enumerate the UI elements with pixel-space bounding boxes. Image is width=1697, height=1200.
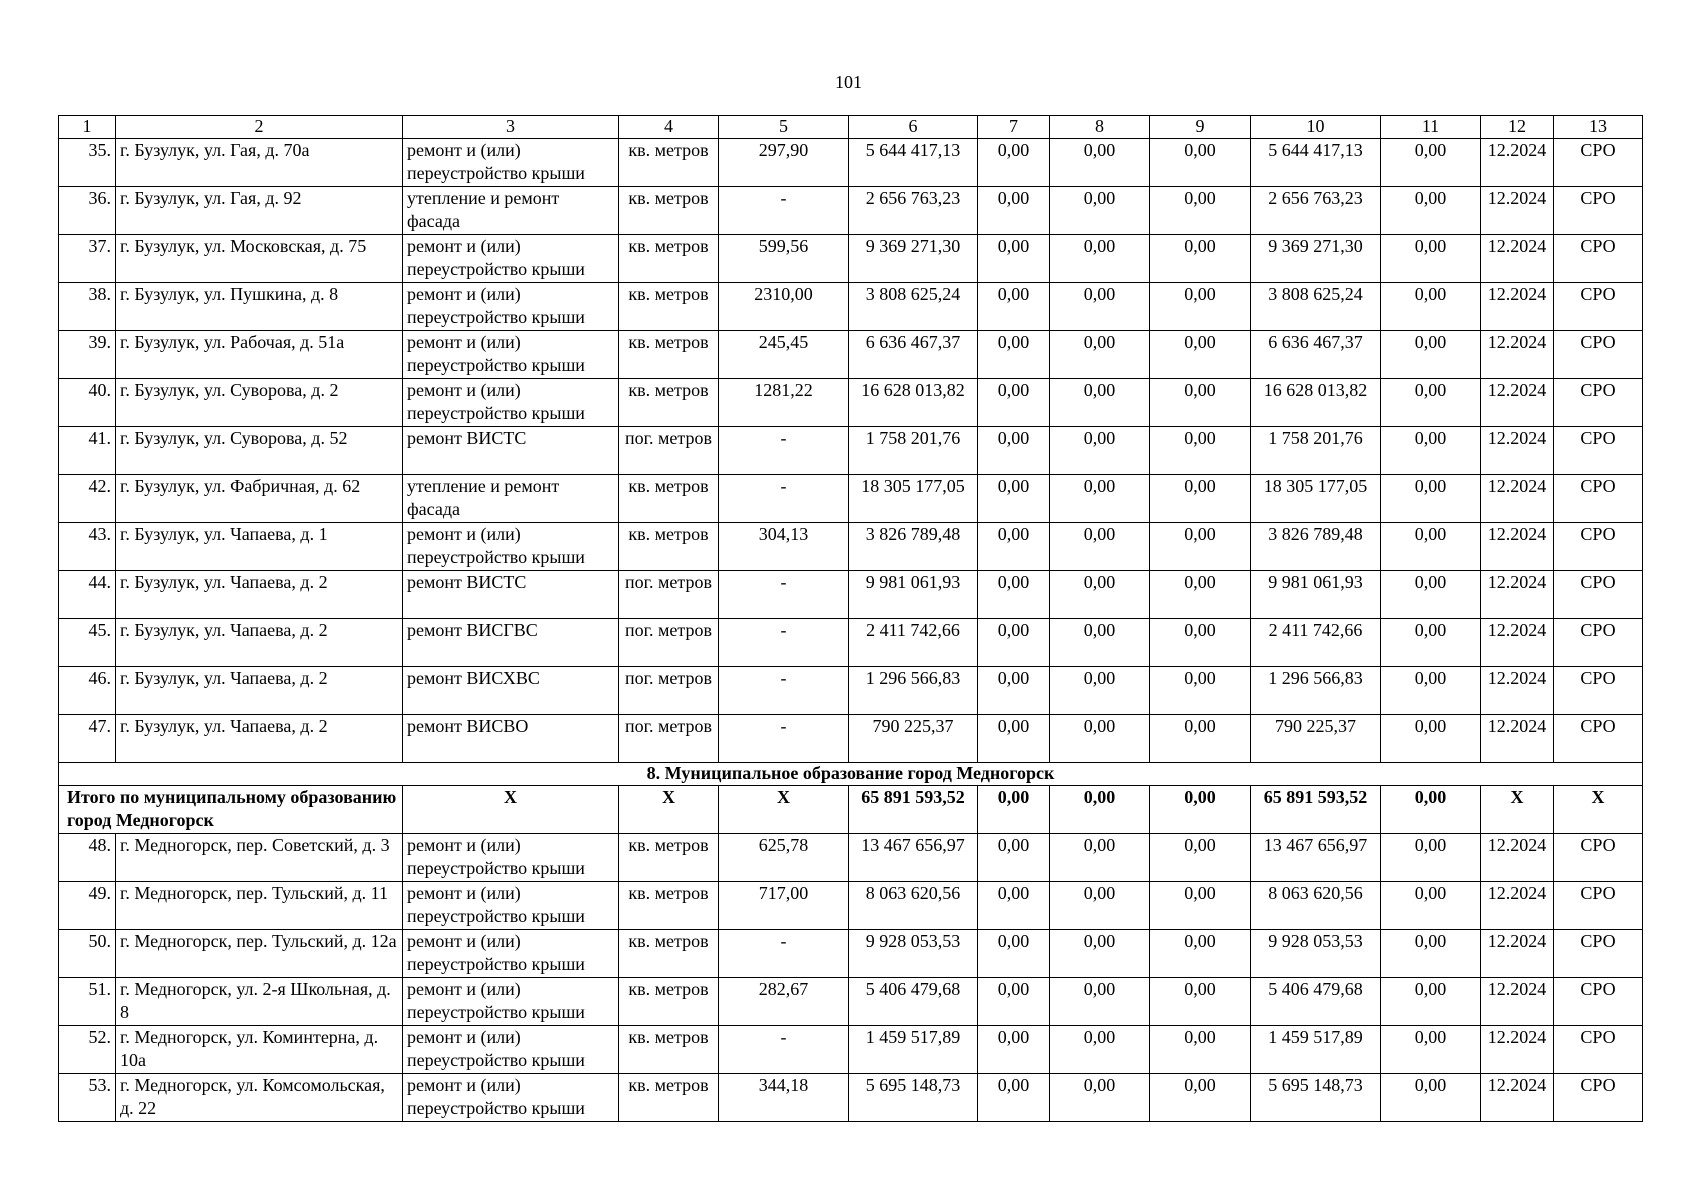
- column-number-cell: 12: [1481, 116, 1554, 139]
- row-number-cell: 39.: [59, 331, 116, 379]
- unit-cell: пог. метров: [619, 619, 719, 667]
- value-cell-c6: 3 808 625,24: [849, 283, 978, 331]
- address-cell: г. Бузулук, ул. Чапаева, д. 2: [116, 667, 403, 715]
- value-cell-c12: 12.2024: [1481, 1026, 1554, 1074]
- work-type-cell: ремонт ВИСВО: [403, 715, 619, 763]
- value-cell-c10: 16 628 013,82: [1251, 379, 1381, 427]
- value-cell-c10: 2 656 763,23: [1251, 187, 1381, 235]
- value-cell-c11: 0,00: [1381, 283, 1481, 331]
- value-cell-c8: 0,00: [1050, 379, 1150, 427]
- area-cell: 625,78: [719, 834, 849, 882]
- work-type-cell: ремонт и (или) переустройство крыши: [403, 882, 619, 930]
- section-title: 8. Муниципальное образование город Медногорск: [59, 763, 1643, 786]
- total-c6: 65 891 593,52: [849, 786, 978, 834]
- table-row: [59, 619, 1643, 667]
- value-cell-c12: 12.2024: [1481, 715, 1554, 763]
- value-cell-c10: 9 369 271,30: [1251, 235, 1381, 283]
- table-row: [59, 882, 1643, 930]
- unit-cell: кв. метров: [619, 235, 719, 283]
- address-cell: г. Бузулук, ул. Чапаева, д. 2: [116, 619, 403, 667]
- value-cell-c9: 0,00: [1150, 667, 1251, 715]
- row-number-cell: 42.: [59, 475, 116, 523]
- value-cell-c12: 12.2024: [1481, 475, 1554, 523]
- executor-cell: СРО: [1554, 235, 1643, 283]
- value-cell-c7: 0,00: [978, 523, 1050, 571]
- value-cell-c6: 9 928 053,53: [849, 930, 978, 978]
- column-number-cell: 6: [849, 116, 978, 139]
- value-cell-c10: 2 411 742,66: [1251, 619, 1381, 667]
- value-cell-c6: 9 369 271,30: [849, 235, 978, 283]
- unit-cell: кв. метров: [619, 978, 719, 1026]
- unit-cell: кв. метров: [619, 930, 719, 978]
- value-cell-c7: 0,00: [978, 427, 1050, 475]
- value-cell-c11: 0,00: [1381, 475, 1481, 523]
- value-cell-c7: 0,00: [978, 187, 1050, 235]
- executor-cell: СРО: [1554, 834, 1643, 882]
- executor-cell: СРО: [1554, 930, 1643, 978]
- value-cell-c9: 0,00: [1150, 715, 1251, 763]
- value-cell-c6: 1 296 566,83: [849, 667, 978, 715]
- value-cell-c8: 0,00: [1050, 331, 1150, 379]
- column-number-cell: 13: [1554, 116, 1643, 139]
- total-c9: 0,00: [1150, 786, 1251, 834]
- address-cell: г. Бузулук, ул. Чапаева, д. 2: [116, 715, 403, 763]
- value-cell-c11: 0,00: [1381, 187, 1481, 235]
- address-cell: г. Медногорск, пер. Тульский, д. 11: [116, 882, 403, 930]
- value-cell-c8: 0,00: [1050, 1026, 1150, 1074]
- value-cell-c10: 5 695 148,73: [1251, 1074, 1381, 1122]
- value-cell-c7: 0,00: [978, 1026, 1050, 1074]
- value-cell-c7: 0,00: [978, 834, 1050, 882]
- unit-cell: пог. метров: [619, 427, 719, 475]
- value-cell-c9: 0,00: [1150, 475, 1251, 523]
- value-cell-c8: 0,00: [1050, 1074, 1150, 1122]
- value-cell-c8: 0,00: [1050, 139, 1150, 187]
- value-cell-c9: 0,00: [1150, 834, 1251, 882]
- value-cell-c10: 5 644 417,13: [1251, 139, 1381, 187]
- table-row: [59, 715, 1643, 763]
- value-cell-c11: 0,00: [1381, 235, 1481, 283]
- value-cell-c12: 12.2024: [1481, 187, 1554, 235]
- area-cell: -: [719, 427, 849, 475]
- executor-cell: СРО: [1554, 379, 1643, 427]
- address-cell: г. Бузулук, ул. Суворова, д. 2: [116, 379, 403, 427]
- value-cell-c12: 12.2024: [1481, 379, 1554, 427]
- work-type-cell: ремонт ВИСТС: [403, 427, 619, 475]
- executor-cell: СРО: [1554, 882, 1643, 930]
- row-number-cell: 46.: [59, 667, 116, 715]
- unit-cell: пог. метров: [619, 571, 719, 619]
- value-cell-c7: 0,00: [978, 379, 1050, 427]
- value-cell-c11: 0,00: [1381, 1026, 1481, 1074]
- row-number-cell: 35.: [59, 139, 116, 187]
- row-number-cell: 53.: [59, 1074, 116, 1122]
- value-cell-c8: 0,00: [1050, 978, 1150, 1026]
- area-cell: 297,90: [719, 139, 849, 187]
- work-type-cell: ремонт и (или) переустройство крыши: [403, 834, 619, 882]
- address-cell: г. Медногорск, пер. Тульский, д. 12а: [116, 930, 403, 978]
- total-row: [59, 786, 1643, 834]
- total-c10: 65 891 593,52: [1251, 786, 1381, 834]
- value-cell-c10: 5 406 479,68: [1251, 978, 1381, 1026]
- unit-cell: кв. метров: [619, 475, 719, 523]
- row-number-cell: 36.: [59, 187, 116, 235]
- value-cell-c9: 0,00: [1150, 427, 1251, 475]
- value-cell-c12: 12.2024: [1481, 978, 1554, 1026]
- area-cell: 599,56: [719, 235, 849, 283]
- value-cell-c7: 0,00: [978, 283, 1050, 331]
- value-cell-c8: 0,00: [1050, 667, 1150, 715]
- value-cell-c7: 0,00: [978, 619, 1050, 667]
- value-cell-c12: 12.2024: [1481, 427, 1554, 475]
- value-cell-c9: 0,00: [1150, 523, 1251, 571]
- value-cell-c10: 1 758 201,76: [1251, 427, 1381, 475]
- value-cell-c6: 1 758 201,76: [849, 427, 978, 475]
- value-cell-c8: 0,00: [1050, 523, 1150, 571]
- row-number-cell: 44.: [59, 571, 116, 619]
- column-number-cell: 4: [619, 116, 719, 139]
- unit-cell: кв. метров: [619, 331, 719, 379]
- value-cell-c8: 0,00: [1050, 475, 1150, 523]
- value-cell-c7: 0,00: [978, 475, 1050, 523]
- page-number: 101: [835, 72, 862, 92]
- table-row: [59, 978, 1643, 1026]
- value-cell-c6: 6 636 467,37: [849, 331, 978, 379]
- value-cell-c12: 12.2024: [1481, 667, 1554, 715]
- value-cell-c12: 12.2024: [1481, 930, 1554, 978]
- work-type-cell: ремонт и (или) переустройство крыши: [403, 235, 619, 283]
- value-cell-c6: 5 644 417,13: [849, 139, 978, 187]
- value-cell-c6: 16 628 013,82: [849, 379, 978, 427]
- value-cell-c11: 0,00: [1381, 523, 1481, 571]
- address-cell: г. Бузулук, ул. Гая, д. 70а: [116, 139, 403, 187]
- table-row: [59, 187, 1643, 235]
- row-number-cell: 37.: [59, 235, 116, 283]
- value-cell-c9: 0,00: [1150, 882, 1251, 930]
- area-cell: -: [719, 715, 849, 763]
- value-cell-c8: 0,00: [1050, 619, 1150, 667]
- value-cell-c12: 12.2024: [1481, 331, 1554, 379]
- value-cell-c10: 1 296 566,83: [1251, 667, 1381, 715]
- row-number-cell: 40.: [59, 379, 116, 427]
- value-cell-c10: 3 826 789,48: [1251, 523, 1381, 571]
- table-row: [59, 930, 1643, 978]
- column-number-cell: 2: [116, 116, 403, 139]
- value-cell-c10: 790 225,37: [1251, 715, 1381, 763]
- value-cell-c6: 2 656 763,23: [849, 187, 978, 235]
- value-cell-c12: 12.2024: [1481, 834, 1554, 882]
- value-cell-c11: 0,00: [1381, 379, 1481, 427]
- row-number-cell: 50.: [59, 930, 116, 978]
- value-cell-c8: 0,00: [1050, 834, 1150, 882]
- value-cell-c9: 0,00: [1150, 235, 1251, 283]
- value-cell-c7: 0,00: [978, 331, 1050, 379]
- value-cell-c6: 3 826 789,48: [849, 523, 978, 571]
- area-cell: -: [719, 667, 849, 715]
- value-cell-c7: 0,00: [978, 930, 1050, 978]
- value-cell-c9: 0,00: [1150, 1026, 1251, 1074]
- work-type-cell: ремонт и (или) переустройство крыши: [403, 283, 619, 331]
- area-cell: -: [719, 1026, 849, 1074]
- value-cell-c11: 0,00: [1381, 427, 1481, 475]
- work-type-cell: ремонт и (или) переустройство крыши: [403, 930, 619, 978]
- value-cell-c11: 0,00: [1381, 1074, 1481, 1122]
- area-cell: 1281,22: [719, 379, 849, 427]
- total-c3: X: [403, 786, 619, 834]
- value-cell-c10: 3 808 625,24: [1251, 283, 1381, 331]
- address-cell: г. Бузулук, ул. Чапаева, д. 1: [116, 523, 403, 571]
- section-heading-row: [59, 763, 1643, 786]
- unit-cell: пог. метров: [619, 715, 719, 763]
- capital-repair-table: [58, 115, 1643, 1122]
- unit-cell: кв. метров: [619, 283, 719, 331]
- address-cell: г. Бузулук, ул. Суворова, д. 52: [116, 427, 403, 475]
- work-type-cell: ремонт ВИСГВС: [403, 619, 619, 667]
- executor-cell: СРО: [1554, 187, 1643, 235]
- value-cell-c10: 9 928 053,53: [1251, 930, 1381, 978]
- area-cell: 2310,00: [719, 283, 849, 331]
- area-cell: -: [719, 930, 849, 978]
- value-cell-c6: 8 063 620,56: [849, 882, 978, 930]
- value-cell-c10: 1 459 517,89: [1251, 1026, 1381, 1074]
- value-cell-c10: 8 063 620,56: [1251, 882, 1381, 930]
- table-row: [59, 283, 1643, 331]
- value-cell-c9: 0,00: [1150, 571, 1251, 619]
- value-cell-c10: 13 467 656,97: [1251, 834, 1381, 882]
- value-cell-c7: 0,00: [978, 667, 1050, 715]
- unit-cell: кв. метров: [619, 834, 719, 882]
- column-number-cell: 3: [403, 116, 619, 139]
- column-number-cell: 5: [719, 116, 849, 139]
- value-cell-c11: 0,00: [1381, 331, 1481, 379]
- value-cell-c6: 2 411 742,66: [849, 619, 978, 667]
- column-number-cell: 11: [1381, 116, 1481, 139]
- total-c7: 0,00: [978, 786, 1050, 834]
- value-cell-c7: 0,00: [978, 882, 1050, 930]
- executor-cell: СРО: [1554, 139, 1643, 187]
- work-type-cell: ремонт и (или) переустройство крыши: [403, 1026, 619, 1074]
- table-row: [59, 379, 1643, 427]
- row-number-cell: 38.: [59, 283, 116, 331]
- table-row: [59, 523, 1643, 571]
- value-cell-c6: 5 695 148,73: [849, 1074, 978, 1122]
- row-number-cell: 45.: [59, 619, 116, 667]
- row-number-cell: 51.: [59, 978, 116, 1026]
- table-row: [59, 1026, 1643, 1074]
- total-c11: 0,00: [1381, 786, 1481, 834]
- value-cell-c7: 0,00: [978, 715, 1050, 763]
- area-cell: 245,45: [719, 331, 849, 379]
- area-cell: 282,67: [719, 978, 849, 1026]
- value-cell-c11: 0,00: [1381, 571, 1481, 619]
- work-type-cell: ремонт и (или) переустройство крыши: [403, 139, 619, 187]
- value-cell-c11: 0,00: [1381, 930, 1481, 978]
- table-row: [59, 667, 1643, 715]
- executor-cell: СРО: [1554, 331, 1643, 379]
- table-row: [59, 1074, 1643, 1122]
- work-type-cell: утепление и ремонт фасада: [403, 187, 619, 235]
- row-number-cell: 49.: [59, 882, 116, 930]
- value-cell-c9: 0,00: [1150, 283, 1251, 331]
- work-type-cell: ремонт и (или) переустройство крыши: [403, 331, 619, 379]
- value-cell-c8: 0,00: [1050, 283, 1150, 331]
- table-row: [59, 571, 1643, 619]
- value-cell-c7: 0,00: [978, 1074, 1050, 1122]
- unit-cell: кв. метров: [619, 379, 719, 427]
- executor-cell: СРО: [1554, 978, 1643, 1026]
- total-c4: X: [619, 786, 719, 834]
- address-cell: г. Медногорск, пер. Советский, д. 3: [116, 834, 403, 882]
- value-cell-c9: 0,00: [1150, 187, 1251, 235]
- value-cell-c9: 0,00: [1150, 139, 1251, 187]
- row-number-cell: 47.: [59, 715, 116, 763]
- executor-cell: СРО: [1554, 475, 1643, 523]
- value-cell-c6: 13 467 656,97: [849, 834, 978, 882]
- value-cell-c8: 0,00: [1050, 427, 1150, 475]
- value-cell-c12: 12.2024: [1481, 571, 1554, 619]
- value-cell-c12: 12.2024: [1481, 1074, 1554, 1122]
- work-type-cell: ремонт и (или) переустройство крыши: [403, 978, 619, 1026]
- value-cell-c7: 0,00: [978, 235, 1050, 283]
- total-c5: X: [719, 786, 849, 834]
- table-row: [59, 834, 1643, 882]
- value-cell-c8: 0,00: [1050, 235, 1150, 283]
- value-cell-c6: 1 459 517,89: [849, 1026, 978, 1074]
- value-cell-c11: 0,00: [1381, 619, 1481, 667]
- address-cell: г. Медногорск, ул. Коминтерна, д. 10а: [116, 1026, 403, 1074]
- table-row: [59, 235, 1643, 283]
- area-cell: -: [719, 475, 849, 523]
- executor-cell: СРО: [1554, 667, 1643, 715]
- value-cell-c8: 0,00: [1050, 882, 1150, 930]
- column-number-cell: 9: [1150, 116, 1251, 139]
- column-number-cell: 7: [978, 116, 1050, 139]
- area-cell: 717,00: [719, 882, 849, 930]
- area-cell: -: [719, 619, 849, 667]
- address-cell: г. Бузулук, ул. Пушкина, д. 8: [116, 283, 403, 331]
- value-cell-c11: 0,00: [1381, 834, 1481, 882]
- row-number-cell: 48.: [59, 834, 116, 882]
- value-cell-c8: 0,00: [1050, 930, 1150, 978]
- value-cell-c11: 0,00: [1381, 139, 1481, 187]
- area-cell: -: [719, 187, 849, 235]
- value-cell-c12: 12.2024: [1481, 619, 1554, 667]
- value-cell-c8: 0,00: [1050, 571, 1150, 619]
- executor-cell: СРО: [1554, 1026, 1643, 1074]
- value-cell-c9: 0,00: [1150, 331, 1251, 379]
- value-cell-c11: 0,00: [1381, 882, 1481, 930]
- table-row: [59, 427, 1643, 475]
- total-label: Итого по муниципальному образованию город Медногорск: [59, 786, 403, 834]
- executor-cell: СРО: [1554, 1074, 1643, 1122]
- executor-cell: СРО: [1554, 427, 1643, 475]
- row-number-cell: 52.: [59, 1026, 116, 1074]
- value-cell-c7: 0,00: [978, 571, 1050, 619]
- address-cell: г. Медногорск, ул. Комсомольская, д. 22: [116, 1074, 403, 1122]
- area-cell: -: [719, 571, 849, 619]
- unit-cell: пог. метров: [619, 667, 719, 715]
- unit-cell: кв. метров: [619, 523, 719, 571]
- address-cell: г. Бузулук, ул. Московская, д. 75: [116, 235, 403, 283]
- executor-cell: СРО: [1554, 571, 1643, 619]
- address-cell: г. Бузулук, ул. Гая, д. 92: [116, 187, 403, 235]
- column-number-cell: 10: [1251, 116, 1381, 139]
- value-cell-c12: 12.2024: [1481, 523, 1554, 571]
- value-cell-c12: 12.2024: [1481, 882, 1554, 930]
- value-cell-c12: 12.2024: [1481, 283, 1554, 331]
- column-number-cell: 1: [59, 116, 116, 139]
- column-number-row: [59, 116, 1643, 139]
- unit-cell: кв. метров: [619, 882, 719, 930]
- address-cell: г. Бузулук, ул. Чапаева, д. 2: [116, 571, 403, 619]
- column-number-cell: 8: [1050, 116, 1150, 139]
- table-row: [59, 139, 1643, 187]
- value-cell-c10: 18 305 177,05: [1251, 475, 1381, 523]
- executor-cell: СРО: [1554, 523, 1643, 571]
- executor-cell: СРО: [1554, 283, 1643, 331]
- value-cell-c9: 0,00: [1150, 619, 1251, 667]
- area-cell: 344,18: [719, 1074, 849, 1122]
- value-cell-c11: 0,00: [1381, 978, 1481, 1026]
- executor-cell: СРО: [1554, 619, 1643, 667]
- unit-cell: кв. метров: [619, 1026, 719, 1074]
- total-c8: 0,00: [1050, 786, 1150, 834]
- value-cell-c6: 5 406 479,68: [849, 978, 978, 1026]
- value-cell-c7: 0,00: [978, 978, 1050, 1026]
- table-row: [59, 475, 1643, 523]
- value-cell-c8: 0,00: [1050, 715, 1150, 763]
- unit-cell: кв. метров: [619, 187, 719, 235]
- value-cell-c8: 0,00: [1050, 187, 1150, 235]
- total-c13: X: [1554, 786, 1643, 834]
- value-cell-c6: 9 981 061,93: [849, 571, 978, 619]
- value-cell-c9: 0,00: [1150, 1074, 1251, 1122]
- value-cell-c10: 6 636 467,37: [1251, 331, 1381, 379]
- work-type-cell: ремонт ВИСХВС: [403, 667, 619, 715]
- value-cell-c11: 0,00: [1381, 667, 1481, 715]
- work-type-cell: утепление и ремонт фасада: [403, 475, 619, 523]
- value-cell-c12: 12.2024: [1481, 139, 1554, 187]
- value-cell-c9: 0,00: [1150, 930, 1251, 978]
- work-type-cell: ремонт и (или) переустройство крыши: [403, 1074, 619, 1122]
- executor-cell: СРО: [1554, 715, 1643, 763]
- row-number-cell: 43.: [59, 523, 116, 571]
- work-type-cell: ремонт ВИСТС: [403, 571, 619, 619]
- address-cell: г. Медногорск, ул. 2-я Школьная, д. 8: [116, 978, 403, 1026]
- value-cell-c11: 0,00: [1381, 715, 1481, 763]
- address-cell: г. Бузулук, ул. Фабричная, д. 62: [116, 475, 403, 523]
- value-cell-c7: 0,00: [978, 139, 1050, 187]
- value-cell-c6: 18 305 177,05: [849, 475, 978, 523]
- row-number-cell: 41.: [59, 427, 116, 475]
- table-row: [59, 331, 1643, 379]
- unit-cell: кв. метров: [619, 139, 719, 187]
- value-cell-c9: 0,00: [1150, 379, 1251, 427]
- work-type-cell: ремонт и (или) переустройство крыши: [403, 523, 619, 571]
- unit-cell: кв. метров: [619, 1074, 719, 1122]
- address-cell: г. Бузулук, ул. Рабочая, д. 51а: [116, 331, 403, 379]
- value-cell-c12: 12.2024: [1481, 235, 1554, 283]
- value-cell-c9: 0,00: [1150, 978, 1251, 1026]
- total-c12: X: [1481, 786, 1554, 834]
- work-type-cell: ремонт и (или) переустройство крыши: [403, 379, 619, 427]
- area-cell: 304,13: [719, 523, 849, 571]
- value-cell-c6: 790 225,37: [849, 715, 978, 763]
- value-cell-c10: 9 981 061,93: [1251, 571, 1381, 619]
